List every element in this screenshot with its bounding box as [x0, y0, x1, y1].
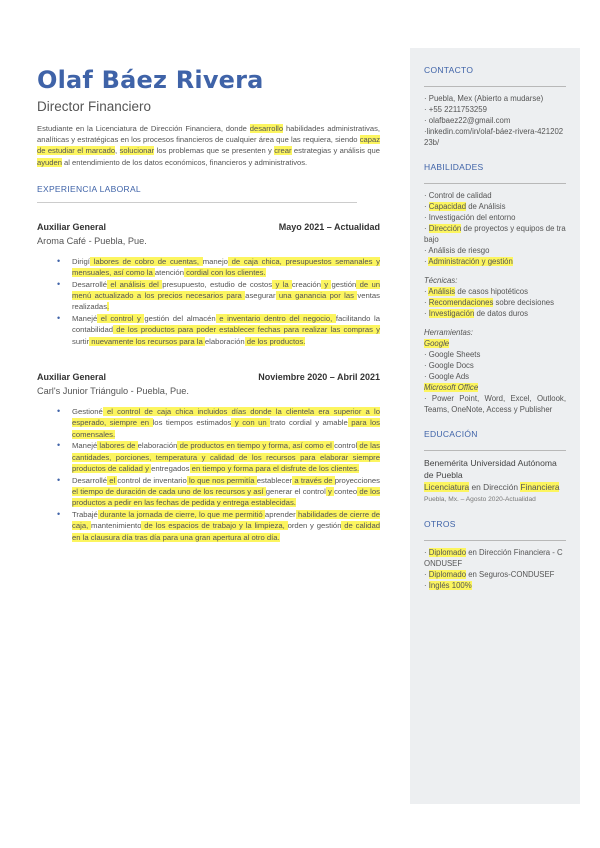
office-tools: · Power Point, Word, Excel, Outlook, Teams, OneNote, Access y Publisher: [424, 394, 566, 414]
office-label: Microsoft Office: [424, 383, 479, 392]
education-divider: [424, 450, 566, 451]
highlighted-text: de caja chica, presupuestos semanales y mensuales, así como la: [72, 256, 380, 278]
others-list: [424, 547, 566, 591]
text-segment: Desarrollé: [72, 475, 108, 485]
highlighted-text: Administración y gestión: [428, 257, 513, 266]
others-divider: [424, 540, 566, 541]
highlighted-text: y: [325, 486, 335, 496]
job-bullets: [37, 256, 380, 347]
text-segment: Estudiante en la Licenciatura de Dirección Financiera, donde: [37, 124, 250, 133]
text-segment: gestión del almacén: [144, 313, 216, 323]
text-segment: trato cordial y amable: [270, 418, 348, 428]
text-segment: ·: [424, 202, 429, 211]
text-segment: de Análisis: [466, 202, 506, 211]
text-segment: orden y gestión: [287, 521, 342, 531]
education-heading: EDUCACIÓN: [424, 429, 478, 439]
technical-item: [424, 286, 566, 297]
contact-heading: CONTACTO: [424, 65, 474, 75]
highlighted-text: de un menú actualizado a los precios necesarios para: [72, 279, 380, 301]
summary: [37, 123, 380, 168]
text-segment: al entendimiento de los datos económicos, financieros y administrativos.: [61, 157, 308, 167]
technical-item: [424, 308, 566, 319]
highlighted-text: y con un: [231, 418, 271, 428]
text-segment: facilitando la contabilidad: [72, 313, 380, 335]
highlighted-text: .: [107, 302, 110, 312]
skills-heading: HABILIDADES: [424, 162, 484, 172]
tool-item: · Google Docs: [424, 361, 474, 370]
contact-location: · Puebla, Mex (Abierto a mudarse): [424, 94, 544, 103]
contact-divider: [424, 86, 566, 87]
text-segment: Manejé: [72, 441, 98, 451]
experience-heading: EXPERIENCIA LABORAL: [37, 183, 141, 194]
highlighted-text: y la: [272, 279, 292, 289]
highlighted-text: de las cantidades, porciones, temperatura y calidad de los recursos para elaborar siempre productos de calidad y: [72, 441, 380, 474]
job-company: Aroma Café - Puebla, Pue.: [37, 235, 147, 246]
text-segment: ·: [424, 224, 429, 233]
skill-item: [424, 190, 566, 201]
tool-item: · Google Ads: [424, 372, 470, 381]
skill-item: [424, 256, 566, 267]
text-segment: aprender: [264, 509, 296, 519]
technical-item: [424, 297, 566, 308]
highlighted-text: Capacidad: [428, 202, 467, 211]
text-segment: · Análisis de riesgo: [424, 246, 490, 255]
contact-phone: · +55 2211753259: [424, 105, 487, 114]
text-segment: ·: [424, 298, 429, 307]
job-dates: Mayo 2021 – Actualidad: [278, 221, 380, 232]
contact-list: [424, 93, 566, 148]
text-segment: en Seguros-CONDUSEF: [466, 570, 555, 579]
text-segment: conteo: [334, 486, 358, 496]
highlighted-text: a través de: [292, 475, 335, 485]
technical-label: Técnicas:: [424, 276, 458, 285]
text-segment: ·: [424, 257, 429, 266]
sidebar: [410, 48, 580, 804]
text-segment: manejo: [202, 256, 228, 266]
text-segment: elaboración: [204, 336, 245, 346]
highlighted-text: en tiempo y forma para el disfrute de los clientes.: [189, 464, 360, 474]
text-segment: ·: [424, 287, 429, 296]
highlighted-text: lo que nos permitía: [186, 475, 257, 485]
degree-rest: en Dirección: [469, 482, 521, 492]
text-segment: habilidades administrativas, analíticas y estratégicas en los procesos financieros de cualquier área que las requiera, siendo: [37, 124, 380, 145]
highlighted-text: Diplomado: [428, 570, 467, 579]
text-segment: ·: [424, 581, 429, 590]
text-segment: sobre decisiones: [493, 298, 555, 307]
highlighted-text: Inglés 100%: [428, 581, 472, 590]
highlighted-text: y: [320, 279, 332, 289]
text-segment: de casos hipotéticos: [455, 287, 529, 296]
contact-email[interactable]: · olafbaez22@gmail.com: [424, 116, 511, 125]
text-segment: los problemas que se presenten y: [154, 146, 275, 156]
other-item: [424, 569, 566, 580]
candidate-name: Olaf Báez Rivera: [37, 66, 264, 94]
job-entry: [37, 221, 380, 347]
skill-item: [424, 245, 566, 256]
highlighted-text: para los comensales.: [72, 418, 380, 439]
text-segment: surtir: [72, 336, 90, 346]
main-column: [37, 66, 380, 543]
education-institution: Benemérita Universidad Autónoma de Puebla: [424, 458, 557, 480]
job-company: Carl's Junior Triángulo - Puebla, Pue.: [37, 386, 189, 397]
education-degree: [424, 481, 566, 493]
highlighted-text: solucionar: [119, 146, 155, 156]
text-segment: de proyectos y equipos de trabajo: [424, 224, 566, 244]
google-label: Google: [424, 339, 450, 348]
highlighted-text: el análisis del: [107, 279, 163, 289]
job-bullet: [72, 475, 380, 509]
highlighted-text: nuevamente los recursos para la: [89, 336, 205, 346]
job-bullet: [72, 440, 380, 474]
experience-divider: [37, 202, 357, 203]
job-bullet: [72, 509, 380, 543]
education-meta: Puebla, Mx. – Agosto 2020-Actualidad: [424, 496, 536, 503]
text-segment: mantenimiento: [91, 521, 142, 531]
highlighted-text: el control y: [97, 313, 145, 323]
highlighted-text: el control de caja chica incluidos días donde la clientela era superior a lo esperado, siempre en: [72, 407, 380, 428]
text-segment: ·: [424, 548, 429, 557]
other-item: [424, 580, 566, 591]
highlighted-text: ayuden: [37, 157, 62, 167]
highlighted-text: el: [107, 475, 118, 485]
text-segment: Dirigí: [72, 256, 90, 266]
job-bullet: [72, 279, 380, 313]
job-bullet: [72, 406, 380, 440]
text-segment: Desarrollé: [72, 279, 108, 289]
skill-item: [424, 212, 566, 223]
text-segment: de datos duros: [474, 309, 529, 318]
highlighted-text: labores de: [97, 441, 138, 451]
highlighted-text: Recomendaciones: [428, 298, 494, 307]
highlighted-text: de los productos.: [244, 336, 306, 346]
text-segment: gestión: [331, 279, 357, 289]
highlighted-text: de los espacios de trabajo y la limpieza,: [141, 521, 288, 531]
degree-highlight-2: Financiera: [520, 482, 560, 492]
text-segment: Manejé: [72, 313, 98, 323]
highlighted-text: Investigación: [428, 309, 475, 318]
tools-list: [424, 338, 566, 415]
highlighted-text: habilidades de cierre de caja,: [72, 509, 380, 531]
text-segment: Trabajé: [72, 509, 98, 519]
skills-divider: [424, 183, 566, 184]
highlighted-text: e inventario dentro del negocio,: [215, 313, 336, 323]
skill-item: [424, 223, 566, 245]
highlighted-text: capaz de estudiar el marcado: [37, 135, 380, 156]
text-segment: atención: [154, 268, 184, 278]
text-segment: ,: [115, 146, 120, 156]
highlighted-text: Diplomado: [428, 548, 467, 557]
highlighted-text: desarrollo: [249, 124, 284, 133]
text-segment: Gestioné: [72, 407, 103, 417]
technical-list: [424, 286, 566, 319]
text-segment: establecer: [256, 475, 293, 485]
other-item: [424, 547, 566, 569]
text-segment: asegurar: [245, 291, 276, 301]
job-role: Auxiliar General: [37, 221, 107, 232]
text-segment: proyecciones: [334, 475, 380, 485]
job-bullet: [72, 256, 380, 279]
highlighted-text: de productos en tiempo y forma, así como el: [177, 441, 335, 451]
job-role: Auxiliar General: [37, 372, 107, 383]
highlighted-text: el tiempo de duración de cada uno de los recursos y así: [72, 486, 266, 496]
highlighted-text: durante la jornada de cierre, lo que me permitió: [97, 509, 265, 519]
tool-item: · Google Sheets: [424, 350, 481, 359]
highlighted-text: Dirección: [428, 224, 462, 233]
highlighted-text: Análisis: [428, 287, 456, 296]
degree-highlight: Licenciatura: [424, 482, 470, 492]
highlighted-text: cordial con los clientes.: [183, 268, 266, 278]
text-segment: en Dirección Financiera - CONDUSEF: [424, 548, 563, 568]
text-segment: entregados: [151, 464, 190, 474]
others-heading: OTROS: [424, 519, 456, 529]
job-dates: Noviembre 2020 – Abril 2021: [258, 372, 380, 383]
text-segment: ventas realizadas: [72, 291, 380, 312]
text-segment: ·: [424, 570, 429, 579]
job-title: Director Financiero: [37, 99, 152, 114]
text-segment: ·: [424, 309, 429, 318]
skill-item: [424, 201, 566, 212]
highlighted-text: una ganancia por las: [275, 291, 358, 301]
text-segment: control: [334, 441, 358, 451]
text-segment: los tiempos estimados: [152, 418, 232, 428]
highlighted-text: labores de cobro de cuentas,: [89, 256, 203, 266]
text-segment: · Control de calidad: [424, 191, 492, 200]
text-segment: estrategias y análisis que: [291, 146, 380, 156]
contact-linkedin[interactable]: ·linkedin.com/in/olaf-báez-rivera-42120223b/: [424, 127, 564, 147]
text-segment: presupuesto, estudio de costos: [162, 279, 273, 289]
highlighted-text: crear: [274, 146, 292, 156]
tools-label: Herramientas:: [424, 328, 473, 337]
skills-list: [424, 190, 566, 267]
highlighted-text: de los productos para poder establecer fechas para realizar las compras y: [113, 325, 380, 335]
job-entry: [37, 371, 380, 543]
text-segment: · Investigación del entorno: [424, 213, 516, 222]
text-segment: elaboración: [137, 441, 178, 451]
text-segment: generar el control: [265, 486, 326, 496]
text-segment: control de inventario: [117, 475, 187, 485]
highlighted-text: de los productos a pedir en las fechas de pedida y entrega establecidas.: [72, 486, 380, 508]
job-bullet: [72, 313, 380, 347]
job-bullets: [37, 406, 380, 543]
highlighted-text: de calidad en la clausura día tras día para una gran apertura al otro día.: [72, 521, 380, 542]
text-segment: creación: [291, 279, 321, 289]
